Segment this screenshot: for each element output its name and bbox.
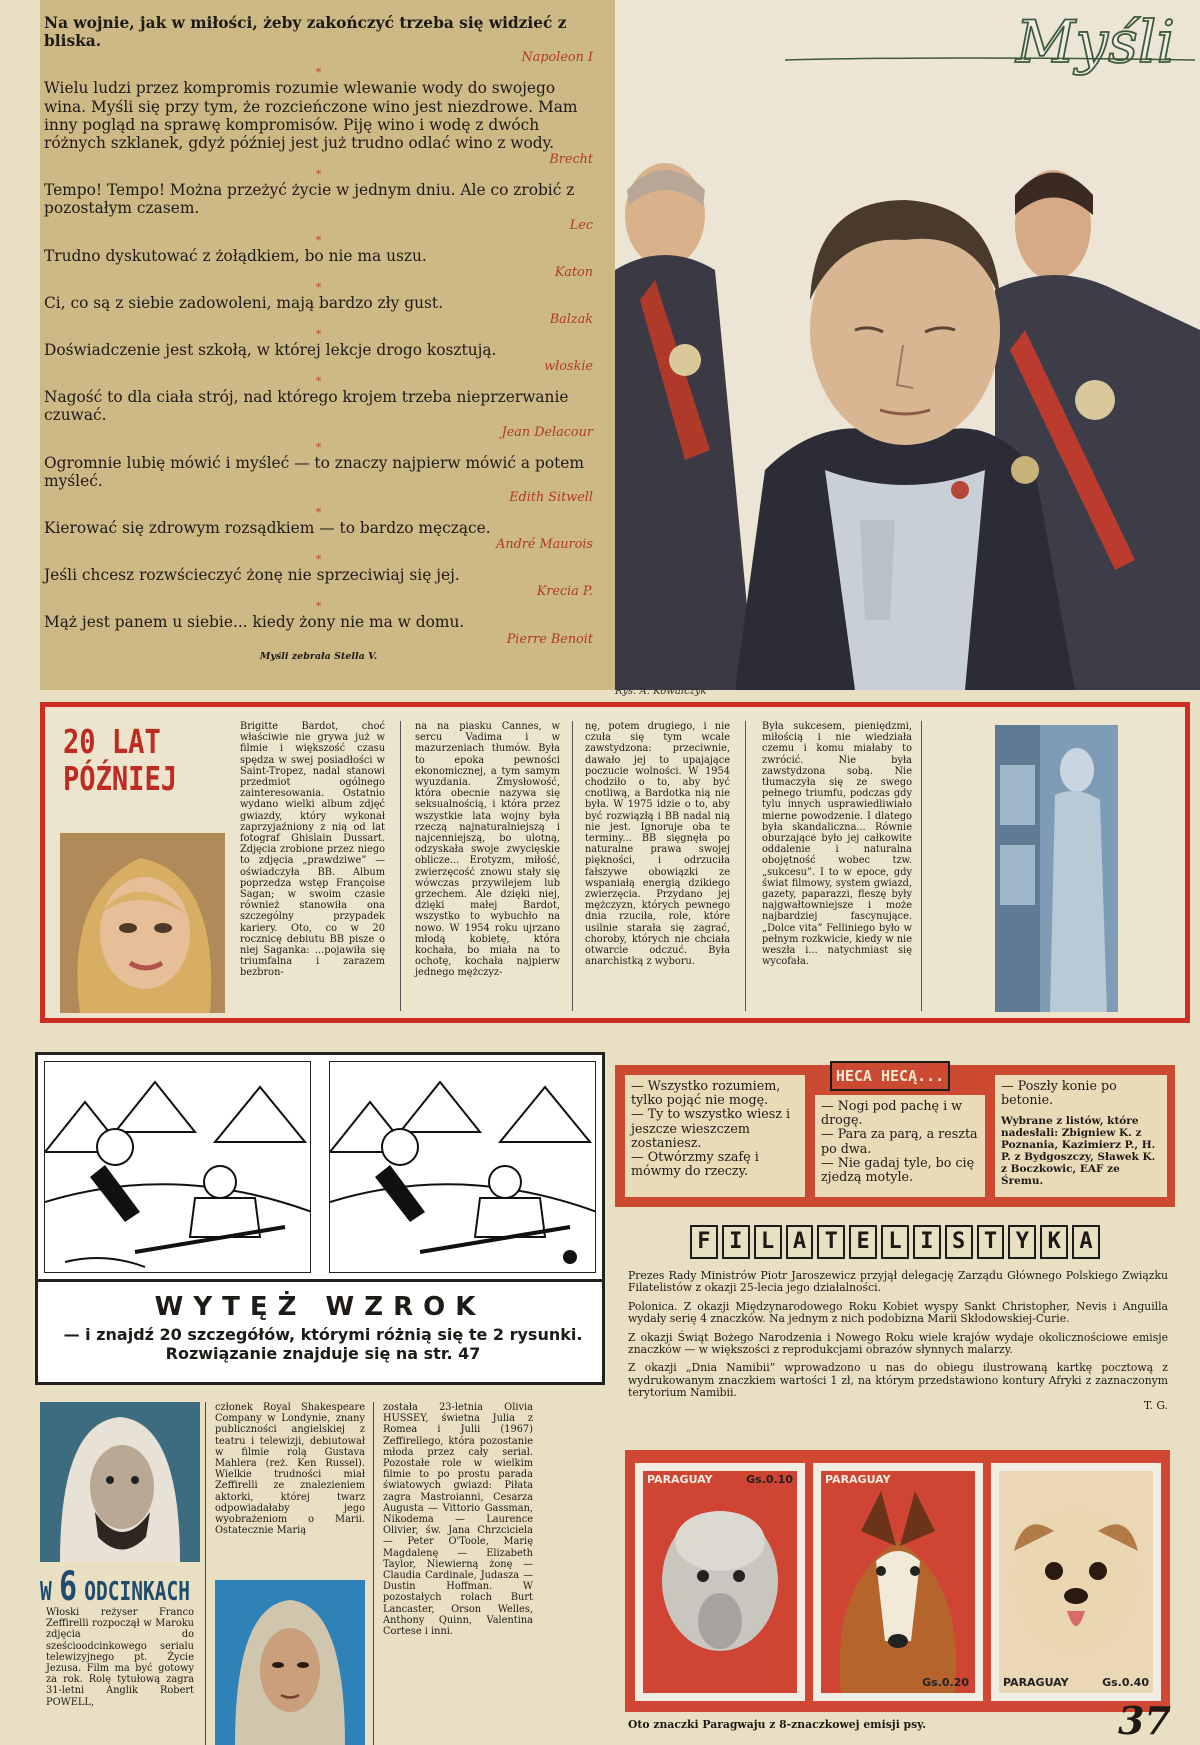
puzzle-instructions: — i znajdź 20 szczegółów, którymi różnią się te 2 rysunki. Rozwiązanie znajduje się na str. 47 xyxy=(63,1325,583,1363)
serial-title-number: 6 xyxy=(58,1564,78,1610)
quote-separator-icon: * xyxy=(315,440,322,454)
stamp-country: PARAGUAY xyxy=(647,1473,713,1486)
philately-title-letter: E xyxy=(849,1225,877,1259)
quote-text: Doświadczenie jest szkołą, w której lekcje drogo kosztują. xyxy=(44,341,497,360)
quote-author: Jean Delacour xyxy=(501,424,593,440)
quote-text: Nagość to dla ciała strój, nad którego krojem trzeba nieprzerwanie czuwać. xyxy=(44,388,569,425)
puzzle-divider xyxy=(38,1279,602,1282)
philately-title-letter: T xyxy=(817,1225,845,1259)
column-divider xyxy=(400,721,401,1011)
bb-column-3: nę, potem drugiego, i nie czuła się tym wcale zawstydzona: przeciwnie, dawało jej to upajające poczucie wolności. W 1954 chodziło o to, aby być cnotliwą, a Bardotka nią nie była. W 1975 idzie o to, aby być rozwiązłą i BB nadal nią nie jest. Ignoruje oba te terminy... BB sięgnęła po naturalne prawa swojej piękności, i odrzuciła fałszywe obowiązki ze wspaniałą energią dzikiego zwierzęcia. Przydano jej mężczyzn, których pewnego dnia rzuciła, role, które usilnie starała się zagrać, choroby, których nie chciała otwarcie odczuć. Była anarchistką z wyboru. xyxy=(585,721,730,968)
illustration-credit: Rys. A. Kowalczyk xyxy=(615,686,707,697)
bb-column-1: Brigitte Bardot, choć właściwie nie grywa już w filmie i większość czasu spędza w swej posiadłości w Saint-Tropez, nadal stanowi przedmiot ogólnego zainteresowania. Ostatnio wydano wielki album zdjęć gwiazdy, który wykonał zaprzyjaźniony z nią od lat fotograf Ghislain Dussart. Zdjęcia zrobione przez niego to zdjęcia „prawdziwe” — oświadczyła BB. Album poprzedza wstęp Françoise Sagan; w swoim czasie również stanowiła ona szczególny przypadek kariery. Oto, co w 20 rocznicę debiutu BB pisze o niej Saganka: ...pojawiła się triumfalna i zarazem bezbron- xyxy=(240,721,385,979)
philately-title xyxy=(690,1225,1100,1259)
column-divider xyxy=(373,1402,374,1745)
stamp-country: PARAGUAY xyxy=(1003,1676,1069,1689)
bb-article-title xyxy=(63,723,202,797)
heca-heca-box xyxy=(615,1065,1175,1207)
philately-paragraph: Z okazji Świąt Bożego Narodzenia i Nowego Roku wiele krajów wydaje okolicznościowe emisje znaczków — w większości z reprodukcjami obrazów słynnych malarzy. xyxy=(628,1330,1168,1357)
bardot-photo xyxy=(60,833,225,1013)
myśli-heading: Myśli xyxy=(1015,8,1175,76)
quote-separator-icon: * xyxy=(315,233,322,247)
philately-title-letter: I xyxy=(722,1225,750,1259)
philately-paragraph: Prezes Rady Ministrów Piotr Jaroszewicz przyjął delegację Zarządu Głównego Polskiego Związku Filatelistów z okazji 25-lecia jego działalności. xyxy=(628,1269,1168,1295)
puzzle-title: WYTĘŻ WZROK xyxy=(154,1292,486,1322)
jesus-photo xyxy=(40,1402,200,1562)
quote-text: Jeśli chcesz rozwścieczyć żonę nie sprzeciwiaj się jej. xyxy=(44,566,460,585)
quote-text: Wielu ludzi przez kompromis rozumie wlewanie wody do swojego wina. Myśli się przy tym, że rozcieńczone wino jest niezdrowe. Mam inny pogląd na sprawę kompromisów. Piję wino i wodę z dwóch różnych szklanek, gdyż później jest już trudno odlać wino z wody. xyxy=(44,79,578,153)
column-divider xyxy=(745,721,746,1011)
philately-paragraph: Z okazji „Dnia Namibii” wprowadzono u nas do obiegu ilustrowaną kartkę pocztową z wydrukowanym znaczkiem wartości 1 zł, na którym przedstawiono kontury Afryki z zaznaczonym terytorium Namibii. xyxy=(628,1361,1168,1400)
stamp-value: Gs.0.40 xyxy=(1102,1676,1149,1689)
quote-author: Pierre Benoit xyxy=(506,631,593,647)
heca-contributors: Wybrane z listów, które nadesłali: Zbigniew K. z Poznania, Kazimierz P., H. P. z Bydgoszczy, Sławek K. z Boczkowic, EAF ze Śremu. xyxy=(1001,1115,1156,1188)
philately-title-letter: Y xyxy=(1008,1225,1036,1259)
stamp-pekingese xyxy=(991,1463,1161,1701)
serial-title xyxy=(40,1564,190,1610)
quotes-panel xyxy=(40,0,615,690)
quote-separator-icon: * xyxy=(315,506,322,520)
heca-cell-2: — Nogi pod pachę i w drogę. — Para za parą, a reszta po dwa. — Nie gadaj tyle, bo cię zjedzą motyle. xyxy=(815,1095,985,1197)
bb-title-line2: PÓŹNIEJ xyxy=(63,759,178,798)
quote-separator-icon: * xyxy=(315,66,322,80)
quote-separator-icon: * xyxy=(315,328,322,342)
puzzle-drawing-right xyxy=(329,1061,596,1273)
quote-separator-icon: * xyxy=(315,553,322,567)
collected-by: Myśli zebrała Stella V. xyxy=(259,650,378,662)
puzzle-drawing-left xyxy=(44,1061,311,1273)
quote-separator-icon: * xyxy=(315,280,322,294)
philately-title-letter: L xyxy=(881,1225,909,1259)
philately-signature: T. G. xyxy=(1143,1398,1168,1412)
heca-title: HECA HECĄ... xyxy=(830,1061,950,1091)
serial-article xyxy=(40,1402,605,1745)
stamp-poodle xyxy=(635,1463,805,1701)
serial-title-prefix: W xyxy=(40,1577,52,1607)
heca-cell-1: — Wszystko rozumiem, tylko pojąć nie mogę. — Ty to wszystko wiesz i jeszcze wieszczem zostaniesz. — Otwórzmy szafę i mówmy do rzeczy. xyxy=(625,1075,805,1197)
philately-title-letter: A xyxy=(1072,1225,1100,1259)
philately-title-letter: A xyxy=(786,1225,814,1259)
bardot-standing-photo xyxy=(995,725,1118,1012)
spot-the-difference xyxy=(35,1052,605,1385)
heca-joke-3: — Poszły konie po betonie. xyxy=(1001,1078,1117,1108)
napoleon-drawing xyxy=(615,0,1200,690)
quote-text: Mąż jest panem u siebie... kiedy żony nie ma w domu. xyxy=(44,613,465,632)
philately-title-letter: S xyxy=(945,1225,973,1259)
bb-column-4: Była sukcesem, pieniędzmi, miłością i nie wiedziała czemu i komu miałaby to zwrócić. Nie była zawstydzona sobą. Nie tłumaczyła się ze swego pełnego triumfu, podczas gdy tylu innych usprawiedliwiało mierne powodzenie. I dlatego była skandaliczna... Równie oburzające było jej całkowite oddalenie i naturalna obojętność wobec tzw. „sukcesu”. I to w epoce, gdy świat filmowy, system gwiazd, gazety, paparazzi, fleszę były najgwałtowniejsze i może najbardziej fascynujące. „Dolce vita” Felliniego było w pełnym rozkwicie, kiedy w nie weszła i... natychmiast się wycofała. xyxy=(762,721,912,968)
serial-column-3: została 23-letnia Olivia HUSSEY, świetna Julia z Romea i Julii (1967) Zeffirellego, która pozostanie młoda przez cały serial. Pozostałe role w wielkim filmie to po prostu parada światowych gwiazd: Piłata zagra Mastroianni, Cesarza Augusta — Vittorio Gassman, Nikodema — Laurence Olivier, św. Jana Chrzciciela — Peter O'Toole, Marię Magdalenę — Elizabeth Taylor, Niewierną żonę — Claudia Cardinale, Judasza — Dustin Hoffman. W pozostałych rolach Burt Lancaster, Orson Welles, Anthony Quinn, Valentina Cortese i inni. xyxy=(383,1402,533,1638)
philately-title-letter: I xyxy=(913,1225,941,1259)
bb-column-2: na na piasku Cannes, w sercu Vadima i w mazurzeniach tłumów. Była to epoka pewności ekonomicznej, a tym samym wyuzdania. Zmysłowość, która obecnie nazywa się seksualnością, i która przez wszystkie lata wojny była rzeczą najnaturalniejszą i najcenniejszą, bo ulotną, odzyskała swoje zwycięskie oblicze... Erotyzm, miłość, zwierzęcość znowu stały się wówczas przywilejem lub grzechem. Ale dzięki niej, dzięki małej Bardot, wszystko to wybuchło na nowo. W 1954 roku ujrzano młodą kobietę, która kochała, bo miała na to ochotę, kochała najpierw jednego mężczyz- xyxy=(415,721,560,979)
quote-author: włoskie xyxy=(544,359,593,375)
quote-author: Brecht xyxy=(549,152,593,168)
quote-author: Krecia P. xyxy=(536,584,593,600)
bb-title-line1: 20 LAT xyxy=(63,722,161,761)
quotes-list xyxy=(44,14,593,647)
quote-text: Kierować się zdrowym rozsądkiem — to bardzo męczące. xyxy=(44,519,491,538)
quote-author: Edith Sitwell xyxy=(509,490,593,506)
mary-photo xyxy=(215,1580,365,1745)
quote-author: Napoleon I xyxy=(521,50,593,66)
stamps-caption: Oto znaczki Paragwaju z 8-znaczkowej emisji psy. xyxy=(628,1718,926,1731)
philately-paragraph: Polonica. Z okazji Międzynarodowego Roku Kobiet wyspy Sankt Christopher, Nevis i Anguilla wydały serię 4 znaczków. Na jednym z nich podobizna Marii Skłodowskiej-Curie. xyxy=(628,1299,1168,1326)
quote-author: Katon xyxy=(554,264,593,280)
quote-text: Tempo! Tempo! Można przeżyć życie w jednym dniu. Ale co zrobić z pozostałym czasem. xyxy=(44,181,575,218)
quote-author: Lec xyxy=(569,217,593,233)
quote-text: Ogromnie lubię mówić i myśleć — to znaczy najpierw mówić a potem myśleć. xyxy=(44,453,584,490)
philately-title-letter: F xyxy=(690,1225,718,1259)
column-divider xyxy=(572,721,573,1011)
column-divider xyxy=(205,1402,206,1745)
heca-cell-3 xyxy=(995,1075,1167,1197)
philately-title-letter: T xyxy=(977,1225,1005,1259)
quote-text: Trudno dyskutować z żołądkiem, bo nie ma uszu. xyxy=(44,246,427,265)
quote-separator-icon: * xyxy=(315,168,322,182)
bb-article xyxy=(40,702,1190,1023)
quote-separator-icon: * xyxy=(315,600,322,614)
stamps-panel xyxy=(625,1450,1170,1712)
napoleon-illustration xyxy=(615,0,1200,690)
stamp-country: PARAGUAY xyxy=(825,1473,891,1486)
page-number: 37 xyxy=(1118,1698,1171,1743)
philately-title-letter: K xyxy=(1040,1225,1068,1259)
quote-separator-icon: * xyxy=(315,375,322,389)
stamp-value: Gs.0.20 xyxy=(922,1676,969,1689)
philately-news xyxy=(628,1270,1168,1412)
quote-author: Balzak xyxy=(549,312,593,328)
serial-column-2: członek Royal Shakespeare Company w Londynie, znany publiczności angielskiej z teatru i telewizji, debiutował w filmie rolą Gustava Mahlera (reż. Ken Russel). Wielkie trudności miał Zeffirelli ze znalezieniem aktorki, której twarz odpowiadałaby jego wyobrażeniom o Marii. Ostatecznie Marią xyxy=(215,1402,365,1537)
serial-title-suffix: ODCINKACH xyxy=(84,1577,190,1607)
quote-author: André Maurois xyxy=(496,537,593,553)
serial-lead: Włoski reżyser Franco Zeffirelli rozpoczął w Maroku zdjęcia do sześcioodcinkowego serialu telewizyjnego pt. Życie Jezusa. Film ma być gotowy za rok. Rolę tytułową zagra 31-letni Anglik Robert POWELL, xyxy=(46,1607,194,1708)
stamp-value: Gs.0.10 xyxy=(746,1473,793,1486)
quote-text: Ci, co są z siebie zadowoleni, mają bardzo zły gust. xyxy=(44,293,443,312)
quote-text: Na wojnie, jak w miłości, żeby zakończyć trzeba się widzieć z bliska. xyxy=(44,14,567,51)
stamp-collie xyxy=(813,1463,983,1701)
column-divider xyxy=(921,721,922,1011)
philately-title-letter: L xyxy=(754,1225,782,1259)
